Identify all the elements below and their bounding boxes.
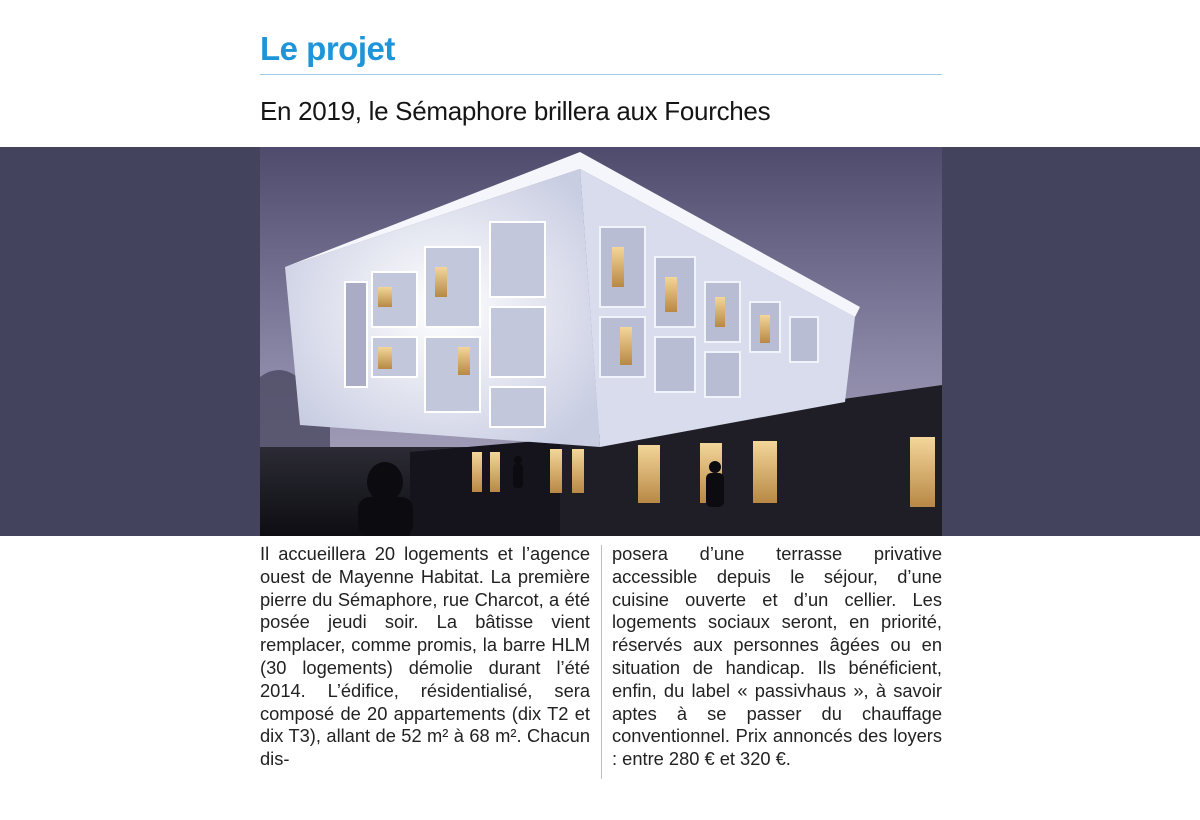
article-column-1	[260, 543, 590, 771]
section-title: Le projet	[260, 30, 395, 67]
article-column-2	[612, 543, 942, 771]
article-paragraph-1: Il accueillera 20 logements et l’agence ouest de Mayenne Habitat. La première pierre du Sémaphore, rue Charcot, a été posée jeudi soir. La bâtisse vient remplacer, comme promis, la barre HLM (30 logements) démolie durant l’été 2014. L’édifice, résidentialisé, sera composé de 20 appartements (dix T2 et dix T3), allant de 52 m² à 68 m². Chacun dis-	[260, 543, 590, 770]
building-rendering-photo	[260, 147, 942, 536]
article-headline: En 2019, le Sémaphore brillera aux Fourches	[260, 96, 771, 126]
article-paragraph-2: posera d’une terrasse privative accessible depuis le séjour, d’une cuisine ouverte et d’un cellier. Les logements sociaux seront, en priorité, réservés aux personnes âgées ou en situation de handicap. Ils bénéficient, enfin, du label « passivhaus », à savoir aptes à se passer du chauffage conventionnel. Prix annoncés des loyers : entre 280 € et 320 €.	[612, 543, 942, 770]
title-rule	[260, 74, 942, 75]
column-divider	[601, 545, 602, 779]
